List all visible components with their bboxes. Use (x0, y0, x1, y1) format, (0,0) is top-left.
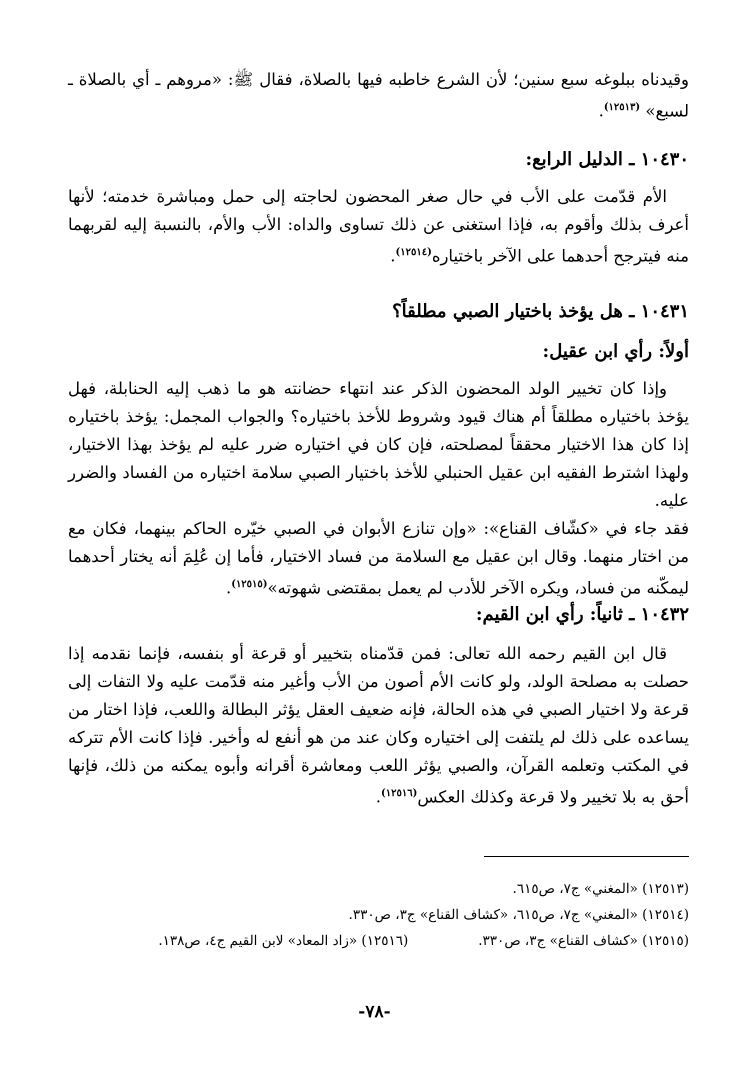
footnote-line-3 (80, 928, 689, 954)
paragraph-2: الأم قدّمت على الأب في حال صغر المحضون لحاجته إلى حمل ومباشرة خدمته؛ لأنها أعرف بذلك وأقوم به، فإذا استغنى عن ذلك تساوى والداه: الأب والأم، بالنسبة إليه لقربهما منه فيترجح أحدهما على الآخر باختياره$^{(١٢٥١٤)}$. (68, 187, 689, 266)
paragraph-3-text: وإذا كان تخيير الولد المحضون الذكر عند انتهاء حضانته هو ما ذهب إليه الحنابلة، فهل يؤخذ باختياره مطلقاً أم هناك قيود وشروط للأخذ باختياره؟ والجواب المجمل: يؤخذ باختياره إذا كان هذا الاختيار محققاً لمصلحته، فإن كان في اختياره ضرر عليه لم يؤخذ بهذا الاختيار، ولهذا اشترط الفقيه ابن عقيل الحنبلي للأخذ باختيار الصبي سلامة اختياره من الفساد والضرر عليه. (68, 379, 689, 510)
heading-child-choice: ١٠٤٣١ ـ هل يؤخذ باختيار الصبي مطلقاً؟ (392, 301, 689, 322)
footnote-12515: (١٢٥١٥) «كشاف القناع» ج٣، ص٣٣٠. (478, 933, 689, 949)
heading-ibn-aqil: أولاً: رأي ابن عقيل: (542, 341, 689, 362)
paragraph-5: قال ابن القيم رحمه الله تعالى: فمن قدّمناه بتخيير أو قرعة أو بنفسه، فإنما نقدمه إذا حصلت به مصلحة الولد، ولو كانت الأم أصون من الأب وأغير منه قدّمت عليه ولا التفات إلى قرعة ولا اختيار الصبي في هذه الحالة، فإنه ضعيف العقل يؤثر البطالة واللعب، فإذا اختار من يساعده على ذلك لم يلتفت إلى اختياره وكان عند من هو أنفع له وأخير. فإذا كانت الأم تتركه في المكتب وتعلمه القرآن، والصبي يؤثر اللعب ومعاشرة أقرانه وأبوه يمكنه من ذلك، فإنها أحق به بلا تخيير ولا قرعة وكذلك العكس$^{(١٢٥١٦)}$. (68, 644, 689, 807)
footnote-ref-12513[interactable]: (١٢٥١٣) (603, 102, 641, 113)
footnote-divider (484, 856, 689, 857)
footnote-ref-12514[interactable]: (١٢٥١٤) (395, 247, 432, 258)
footnote-ref-12515[interactable]: (١٢٥١٥) (231, 579, 268, 590)
paragraph-1-text: وقيدناه ببلوغه سبع سنين؛ لأن الشرع خاطبه فيها بالصلاة، فقال ﷺ: «مروهم ـ أي بالصلاة ـ لسبع» (68, 70, 689, 121)
paragraph-1: وقيدناه ببلوغه سبع سنين؛ لأن الشرع خاطبه فيها بالصلاة، فقال ﷺ: «مروهم ـ أي بالصلاة ـ لسبع» $^{(١٢٥١٣)}$. (68, 70, 689, 121)
footnote-12514: (١٢٥١٤) «المغني» ج٧، ص٦١٥، «كشاف القناع» ج٣، ص٣٣٠. (348, 907, 689, 923)
paragraph-4-text: فقد جاء في «كشّاف القناع»: «وإن تنازع الأبوان في الصبي خيّره الحاكم بينهما، فكان مع من اختار منهما. وقال ابن عقيل مع السلامة من فساد الاختيار، فأما إن عُلِمَ أنه يختار أحدهما ليمكّنه من فساد، ويكره الآخر للأدب لم يعمل بمقتضى شهوته» (68, 519, 689, 598)
paragraph-2-text: الأم قدّمت على الأب في حال صغر المحضون لحاجته إلى حمل ومباشرة خدمته؛ لأنها أعرف بذلك وأقوم به، فإذا استغنى عن ذلك تساوى والداه: الأب والأم، بالنسبة إليه لقربهما منه فيترجح أحدهما على الآخر باختياره (68, 187, 689, 266)
page-number: -٧٨- (358, 1002, 391, 1022)
heading-fourth-evidence: ١٠٤٣٠ ـ الدليل الرابع: (525, 149, 689, 170)
paragraph-5-text: قال ابن القيم رحمه الله تعالى: فمن قدّمناه بتخيير أو قرعة أو بنفسه، فإنما نقدمه إذا حصلت به مصلحة الولد، ولو كانت الأم أصون من الأب وأغير منه قدّمت عليه ولا التفات إلى قرعة ولا اختيار الصبي في هذه الحالة، فإنه ضعيف العقل يؤثر البطالة واللعب، فإذا اختار من يساعده على ذلك لم يلتفت إلى اختياره وكان عند من هو أنفع له وأخير. فإذا كانت الأم تتركه في المكتب وتعلمه القرآن، والصبي يؤثر اللعب ومعاشرة أقرانه وأبوه يمكنه من ذلك، فإنها أحق به بلا تخيير ولا قرعة وكذلك العكس (68, 644, 689, 807)
footnote-12516: (١٢٥١٦) «زاد المعاد» لابن القيم ج٤، ص١٣٨. (158, 933, 409, 949)
footnote-12513: (١٢٥١٣) «المغني» ج٧، ص٦١٥. (512, 881, 689, 897)
heading-ibn-qayyim: ١٠٤٣٢ ـ ثانياً: رأي ابن القيم: (475, 604, 689, 625)
footnotes (80, 876, 689, 954)
footnote-ref-12516[interactable]: (١٢٥١٦) (381, 788, 418, 799)
paragraph-3: وإذا كان تخيير الولد المحضون الذكر عند انتهاء حضانته هو ما ذهب إليه الحنابلة، فهل يؤخذ باختياره مطلقاً أم هناك قيود وشروط للأخذ باختياره؟ والجواب المجمل: يؤخذ باختياره إذا كان هذا الاختيار محققاً لمصلحته، فإن كان في اختياره ضرر عليه لم يؤخذ بهذا الاختيار، ولهذا اشترط الفقيه ابن عقيل الحنبلي للأخذ باختيار الصبي سلامة اختياره من الفساد والضرر عليه. فقد جاء في «كشّاف القناع»: «وإن تنازع الأبوان في الصبي خيّره الحاكم بينهما، فكان مع من اختار منهما. وقال ابن عقيل مع السلامة من فساد الاختيار، فأما إن عُلِمَ أنه يختار أحدهما ليمكّنه من فساد، ويكره الآخر للأدب لم يعمل بمقتضى شهوته»$^{(١٢٥١٥)}$. (68, 379, 689, 598)
